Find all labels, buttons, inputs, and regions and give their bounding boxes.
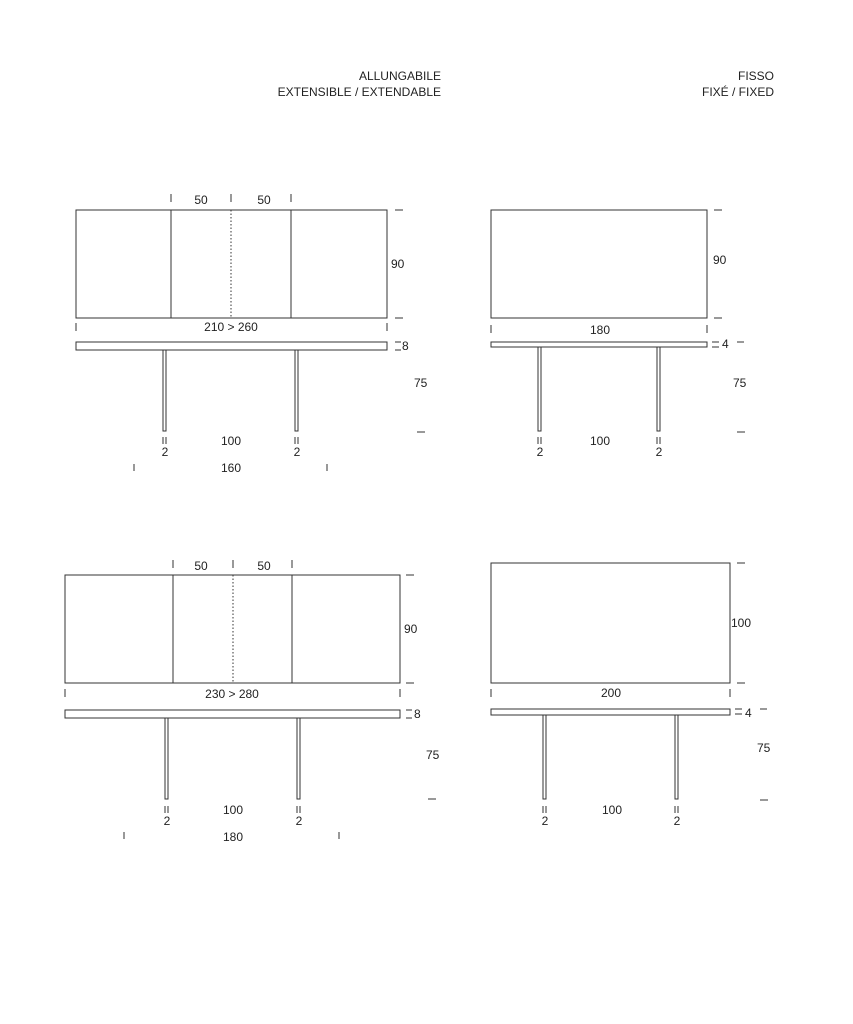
extendable-header-line1: ALLUNGABILE (358, 69, 441, 83)
leg-spacing-dim: 100 (601, 803, 623, 817)
side-view (65, 710, 400, 799)
dimension-ticks (491, 563, 768, 813)
fixed-header-line2: FIXÉ / FIXED (701, 85, 774, 99)
drawing-fixed-180 (491, 210, 747, 459)
leg-left (165, 718, 168, 799)
table-top-side (491, 709, 730, 715)
height-dim: 75 (426, 748, 440, 762)
leg-thickness-left: 2 (163, 814, 171, 828)
leg-thickness-left: 2 (161, 445, 169, 459)
drawing-fixed-200 (491, 563, 771, 828)
leg-left (543, 715, 546, 799)
table-top-side (76, 342, 387, 350)
top-thickness-dim: 4 (722, 337, 729, 351)
depth-dim: 100 (731, 616, 752, 630)
leg-spacing-dim: 100 (220, 434, 242, 448)
table-top-side (491, 342, 707, 347)
extension-dim-left: 50 (194, 193, 208, 207)
leg-spacing-dim: 100 (222, 803, 244, 817)
side-view (76, 342, 387, 431)
depth-dim: 90 (391, 257, 405, 271)
leg-thickness-right: 2 (295, 814, 303, 828)
table-top-side (65, 710, 400, 718)
height-dim: 75 (414, 376, 428, 390)
length-dim: 200 (600, 686, 622, 700)
height-dim: 75 (733, 376, 747, 390)
extension-dim-left: 50 (194, 559, 208, 573)
leg-right (297, 718, 300, 799)
extendable-header-line2: EXTENSIBLE / EXTENDABLE (277, 85, 441, 99)
top-thickness-dim: 8 (414, 707, 421, 721)
leg-right (657, 347, 660, 431)
table-top-outline (491, 210, 707, 318)
table-top-outline (491, 563, 730, 683)
top-thickness-dim: 4 (745, 706, 752, 720)
fixed-header-line1: FISSO (737, 69, 774, 83)
drawing-extendable-180 (65, 559, 440, 844)
height-dim: 75 (757, 741, 771, 755)
drawing-extendable-160 (76, 193, 428, 475)
leg-left (163, 350, 166, 431)
base-length-dim: 180 (222, 830, 244, 844)
extension-dim-right: 50 (257, 559, 271, 573)
leg-thickness-right: 2 (293, 445, 301, 459)
leg-thickness-left: 2 (536, 445, 544, 459)
leg-thickness-left: 2 (541, 814, 549, 828)
leg-spacing-dim: 100 (589, 434, 611, 448)
base-length-dim: 160 (220, 461, 242, 475)
leg-right (295, 350, 298, 431)
leg-left (538, 347, 541, 431)
length-dim: 180 (589, 323, 611, 337)
top-thickness-dim: 8 (402, 339, 409, 353)
depth-dim: 90 (404, 622, 418, 636)
leg-thickness-right: 2 (673, 814, 681, 828)
length-dim: 210 > 260 (204, 320, 258, 334)
depth-dim: 90 (713, 253, 727, 267)
leg-thickness-right: 2 (655, 445, 663, 459)
top-view (65, 575, 400, 683)
leg-right (675, 715, 678, 799)
top-view (76, 210, 387, 318)
length-dim: 230 > 280 (205, 687, 259, 701)
extension-dim-right: 50 (257, 193, 271, 207)
